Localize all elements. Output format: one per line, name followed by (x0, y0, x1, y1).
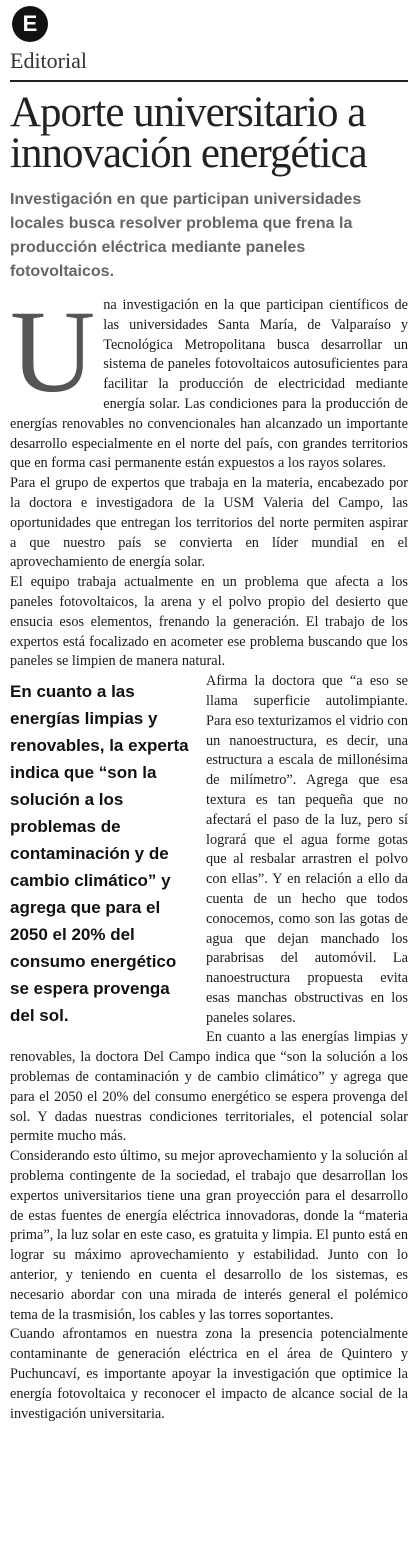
headline: Aporte universitario a innovación energética (10, 89, 367, 177)
section-label: Editorial (10, 48, 87, 73)
paragraph-6: Considerando esto último, su mejor aprovechamiento y la solución al problema contingente de la sociedad, el trabajo que desarrollan los expertos universitarios tiene una gran proyección para el desarrollo de estas fuentes de energía eléctrica innovadoras, donde la “materia prima”, la luz solar en este caso, es gratuita y limpia. El punto está en lograr su máximo aprovechamiento y estabilidad. Junto con lo anterior, y teniendo en cuenta el desarrollo de los sistemas, es necesario abordar con una mirada de interés general el polémico tema de la trasmisión, los cables y las torres soportantes. (10, 1148, 408, 1323)
paragraph-5: En cuanto a las energías limpias y renovables, la doctora Del Campo indica que “son la solución a los problemas de contaminación y de cambio climático” y agrega que para el 2050 el 20% del consumo energético se espera provenga del sol. Y dadas nuestras condiciones territoriales, el potencial solar permite mucho más. (10, 1029, 408, 1145)
section-badge: E (12, 6, 48, 42)
paragraph-3: El equipo trabaja actualmente en un problema que afecta a los paneles fotovoltaicos, la arena y el polvo propio del desierto que ensucia esos elementos, frenando la generación. El trabajo de los expertos está focalizado en acometer ese problema buscando que los paneles se limpien de manera natural. (10, 574, 408, 670)
paragraph-4: Afirma la doctora que “a eso se llama superficie autolimpiante. Para eso texturizamos el vidrio con un nanoestructura, es decir, una estructura a escala de millonésima de milímetro”. Agrega que esa textura es tan pequeña que no afectará el paso de la luz, pero sí logrará que el agua forme gotas que al resbalar arrastren el polvo con ellas”. Y en relación a ello da cuenta de un hecho que todos conocemos, como son las gotas de agua que dejan manchado los parabrisas del automóvil. La nanoestructura propuesta evita esas manchas obstructivas en los paneles solares. (206, 673, 408, 1026)
deck: Investigación en que participan universidades locales busca resolver problema que frena la producción eléctrica mediante paneles fotovoltaicos. (10, 191, 362, 280)
editorial-page (10, 6, 408, 1424)
article-body (10, 286, 408, 1424)
drop-cap: U (10, 286, 96, 417)
pull-quote: En cuanto a las energías limpias y renovables, la experta indica que “son la solución a los problemas de contaminación y de cambio climático” y agrega que para el 2050 el 20% del consumo energético se espera provenga del sol. (10, 682, 189, 1026)
section-divider (10, 80, 408, 82)
paragraph-1: na investigación en la que participan científicos de las universidades Santa María, de Valparaíso y Tecnológica Metropolitana busca desarrollar un sistema de paneles fotovoltaicos autosuficientes para facilitar la producción de electricidad mediante energía solar. Las condiciones para la producción de energías renovables no convencionales han alcanzado un importante desarrollo especialmente en el norte del país, con grandes territorios que en forma casi permanente están expuestos a los rayos solares. (10, 297, 408, 472)
paragraph-2: Para el grupo de expertos que trabaja en la materia, encabezado por la doctora e investigadora de la USM Valeria del Campo, las oportunidades que entregan los territorios del norte permiten aspirar a que nuestro país se convierta en líder mundial en el aprovechamiento de energía solar. (10, 475, 408, 571)
paragraph-7: Cuando afrontamos en nuestra zona la presencia potencialmente contaminante de generación eléctrica en el área de Quintero y Puchuncaví, es importante apoyar la investigación que optimice la energía fotovoltaica y reconocer el impacto de alcance social de la investigación universitaria. (10, 1326, 408, 1422)
